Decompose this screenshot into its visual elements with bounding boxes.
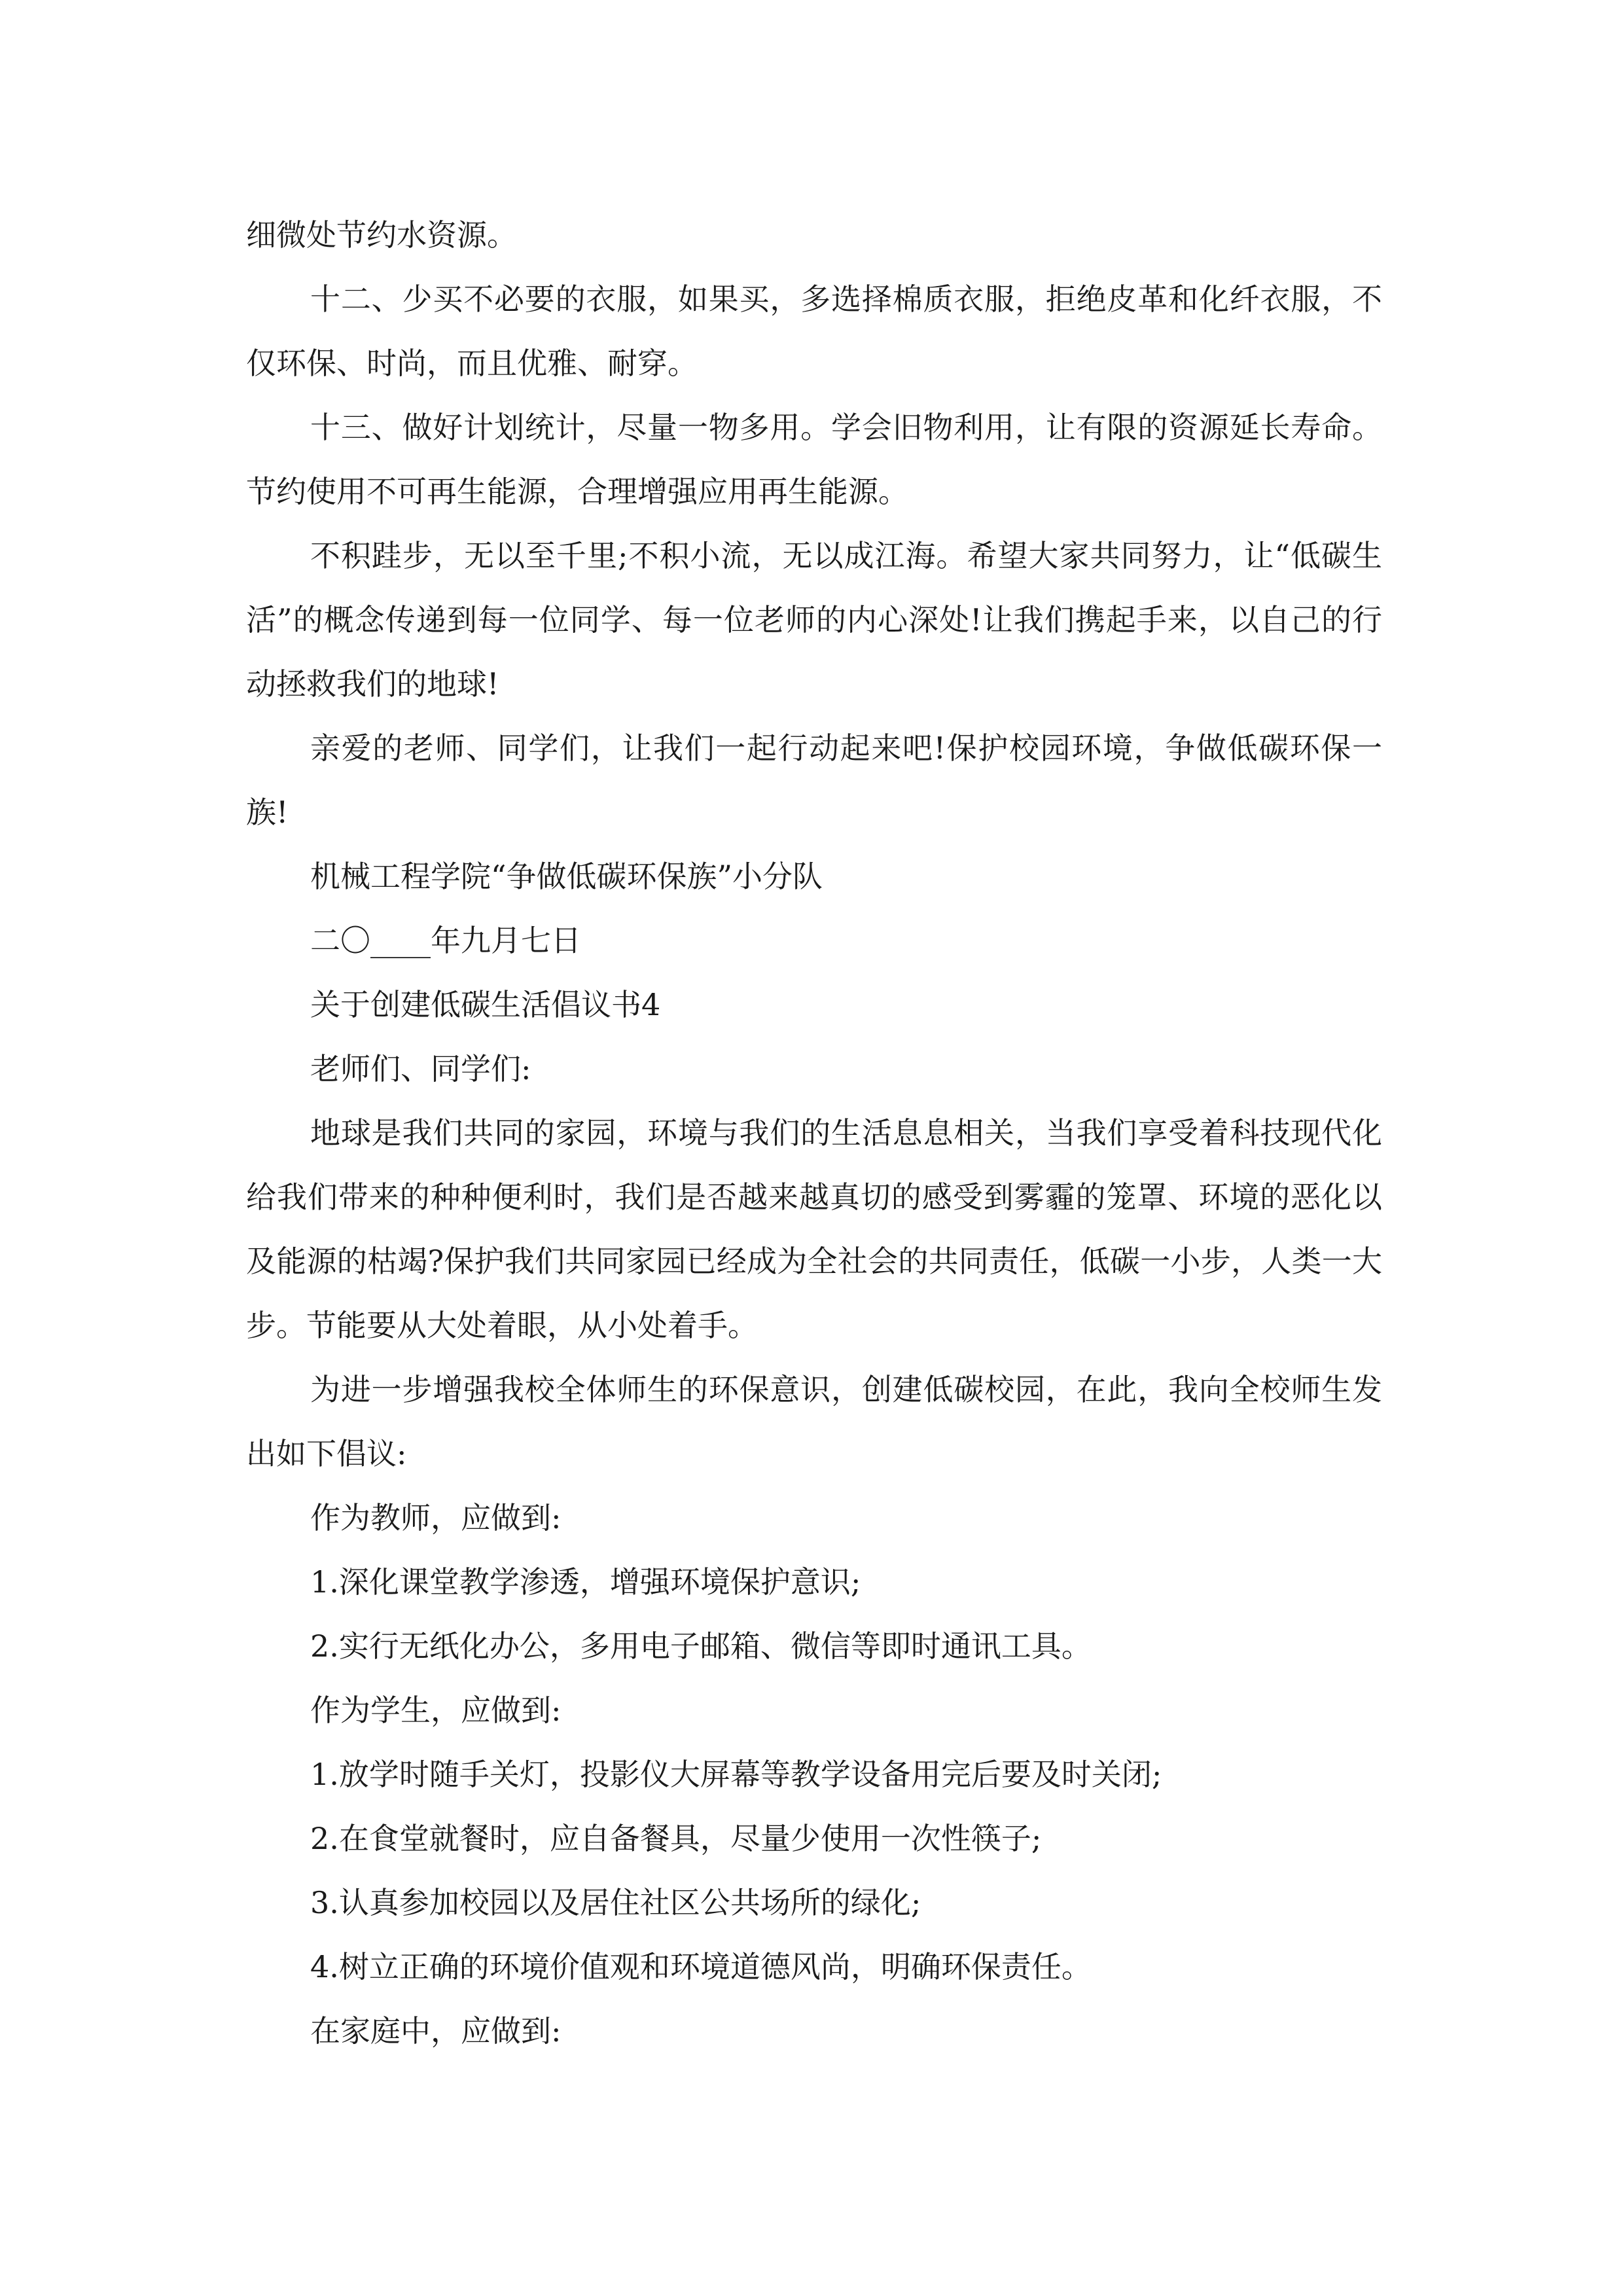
- paragraph-proposal-intro: 为进一步增强我校全体师生的环保意识，创建低碳校园，在此，我向全校师生发出如下倡议:: [246, 1372, 1382, 1471]
- section-title: 关于创建低碳生活倡议书4: [310, 987, 661, 1022]
- signature-organization: 机械工程学院“争做低碳环保族”小分队: [310, 859, 823, 894]
- paragraph-introduction: 地球是我们共同的家园，环境与我们的生活息息相关，当我们享受着科技现代化给我们带来的种种便利时，我们是否越来越真切的感受到雾霾的笼罩、环境的恶化以及能源的枯竭?保护我们共同家园已经成为全社会的共同责任，低碳一小步，人类一大步。节能要从大处着眼，从小处着手。: [246, 1115, 1382, 1343]
- heading-family: 在家庭中，应做到:: [310, 2013, 562, 2049]
- list-item-teacher-2: 2.实行无纸化办公，多用电子邮箱、微信等即时通讯工具。: [310, 1628, 1092, 1664]
- salutation: 老师们、同学们:: [310, 1051, 531, 1086]
- heading-students: 作为学生，应做到:: [310, 1693, 562, 1728]
- signature-date: 二〇____年九月七日: [310, 923, 581, 958]
- list-item-student-3: 3.认真参加校园以及居住社区公共场所的绿化;: [310, 1885, 921, 1920]
- list-item-student-4: 4.树立正确的环境价值观和环境道德风尚，明确环保责任。: [310, 1949, 1092, 1984]
- paragraph-water-saving-end: 细微处节约水资源。: [246, 217, 517, 253]
- document-body: [246, 203, 1382, 2063]
- paragraph-item-twelve: 十二、少买不必要的衣服，如果买，多选择棉质衣服，拒绝皮革和化纤衣服，不仅环保、时尚，而且优雅、耐穿。: [246, 281, 1382, 381]
- paragraph-item-thirteen: 十三、做好计划统计，尽量一物多用。学会旧物利用，让有限的资源延长寿命。节约使用不可再生能源，合理增强应用再生能源。: [246, 410, 1382, 509]
- list-item-teacher-1: 1.深化课堂教学渗透，增强环境保护意识;: [310, 1564, 861, 1600]
- list-item-student-2: 2.在食堂就餐时，应自备餐具，尽量少使用一次性筷子;: [310, 1821, 1042, 1856]
- paragraph-call-to-action: 亲爱的老师、同学们，让我们一起行动起来吧!保护校园环境，争做低碳环保一族!: [246, 730, 1382, 830]
- list-item-student-1: 1.放学时随手关灯，投影仪大屏幕等教学设备用完后要及时关闭;: [310, 1757, 1162, 1792]
- heading-teachers: 作为教师，应做到:: [310, 1500, 562, 1535]
- paragraph-closing-appeal: 不积跬步，无以至千里;不积小流，无以成江海。希望大家共同努力，让“低碳生活”的概念传递到每一位同学、每一位老师的内心深处!让我们携起手来，以自己的行动拯救我们的地球!: [246, 538, 1382, 702]
